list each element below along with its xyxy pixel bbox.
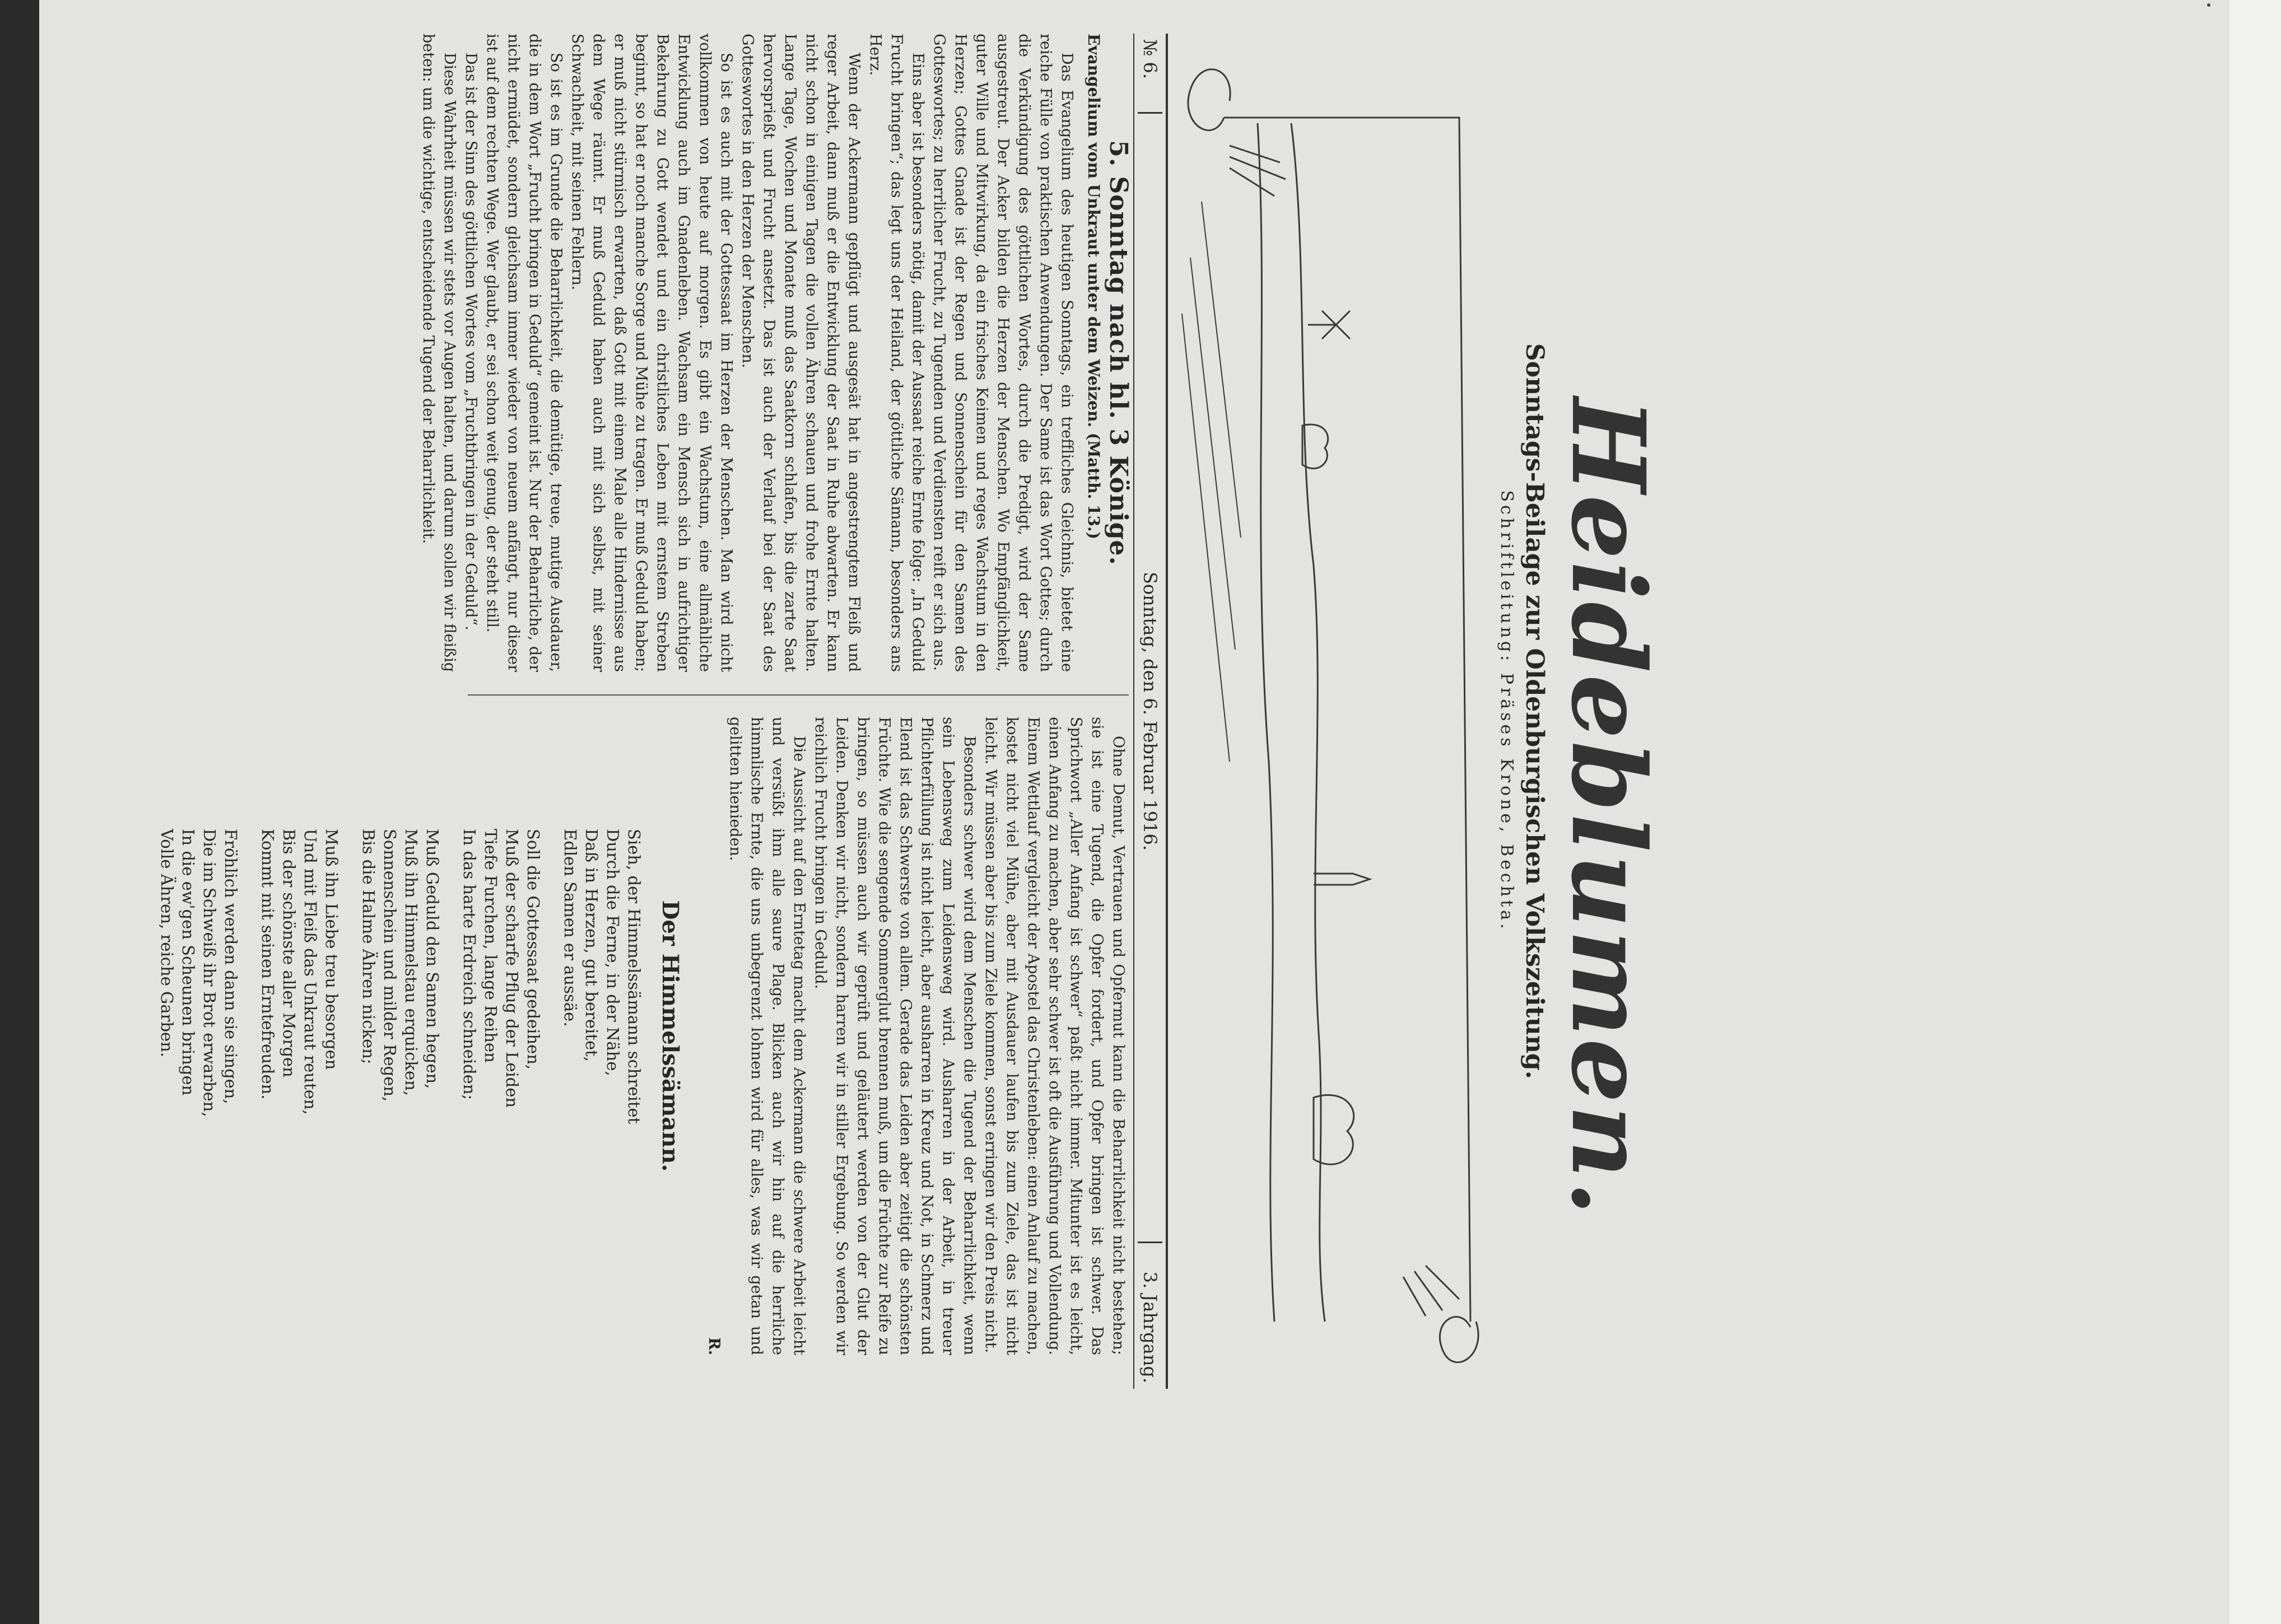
paragraph: Ohne Demut, Vertrauen und Opfermut kann die Beharrlichkeit nicht bestehen; sie ist eine Tugend, die Opfer fordert, und Opfer bringen ist schwer. Das Sprichwort „Aller Anfang ist schwer“ paßt nicht immer. Mitunter ist es leicht, einen Anfang zu machen, aber sehr schwer ist oft die Ausführung und Vollendung. Einem Wettlauf vergleicht der Apostel das Christenleben: einen Anlauf zu machen, kostet nicht viel Mühe, aber mit Ausdauer laufen bis zum Ziele, das ist nicht leicht. Wir müssen aber bis zum Ziele kommen, sonst erringen wir den Preis nicht. bbox=[982, 717, 1127, 1355]
article-body bbox=[143, 34, 1133, 1389]
church-spire bbox=[1314, 874, 1370, 885]
poem-line: In das harte Erdreich schneiden; bbox=[460, 829, 479, 1100]
paragraph: Wenn der Ackermann gepflügt und ausgesät hat in angestrengtem Fleiß und reger Arbeit, dann muß er die Entwicklung der Saat in Ruhe abwarten. Er kann nicht schon in einigen Tagen die vollen Ähren schauen und frohe Ernte halten. Lange Tage, Wochen und Monate muß das Saatkorn schlafen, bis die zarte Saat hervorsprießt und Frucht ansetzt. Das ist auch der Verlauf bei der Saat des Gotteswortes in den Herzen der Menschen. bbox=[739, 34, 863, 672]
poem-line: Daß in Herzen, gut bereitet, bbox=[582, 829, 601, 1062]
poem-line: Kommt mit seinen Erntefreuden. bbox=[258, 829, 277, 1100]
paragraph: Diese Wahrheit müssen wir stets vor Augen halten, und darum sollen wir fleißig beten: um die wichtige, entscheidende Tugend der Beharrlichkeit. bbox=[420, 34, 458, 672]
poem-line: Muß der scharfe Pflug der Leiden bbox=[502, 829, 522, 1108]
masthead bbox=[1493, 34, 1666, 1389]
poem-title: Der Himmelssämann. bbox=[657, 900, 683, 1172]
issue-number: № 6. bbox=[1139, 39, 1161, 79]
poem-line: Sieh, der Himmelssämann schreitet bbox=[625, 829, 644, 1124]
issue-info-bar bbox=[1133, 34, 1168, 1389]
sermon-title: 5. Sonntag nach hl. 3 Könige. bbox=[1104, 140, 1133, 566]
column-left bbox=[417, 34, 1133, 672]
paragraph: So ist es im Grunde die Beharrlichkeit, die demütige, treue, mutige Ausdauer, die in dem Wort „Frucht bringen in Geduld“ gemeint ist. Nur der Beharrliche, der nicht ermüdet, sondern gleichsam immer wieder von neuem anfängt, nur dieser ist auf dem rechten Wege. Wer glaubt, er sei schon weit genug, der steht still. bbox=[483, 34, 565, 672]
paragraph: Das Evangelium des heutigen Sonntags, ein treffliches Gleichnis, bietet eine reiche Fülle von praktischen Anwendungen. Der Same ist das Wort Gottes; durch die Verkündigung des göttlichen Wortes, durch die Predigt, wird der Same ausgestreut. Der Acker bilden die Herzen der Menschen. Wo Empfänglichkeit, guter Wille und Mitwirkung, da ein frisches Keimen und reges Wachstum in den Herzen; Gottes Gnade ist der Regen und Sonnenschein für den Samen des Gotteswortes; zu herrlicher Frucht, zu Tugenden und Verdiensten reift er sich aus. bbox=[930, 34, 1076, 672]
poem-line: Edlen Samen er aussäe. bbox=[561, 829, 580, 1027]
masthead-subtitle: Sonntags-Beilage zur Oldenburgischen Volkszeitung. bbox=[1520, 343, 1549, 1079]
poem-line: Volle Ähren, reiche Garben. bbox=[157, 829, 176, 1057]
poem-line: Fröhlich werden dann sie singen, bbox=[221, 829, 240, 1104]
field-line bbox=[1258, 123, 1274, 1322]
poem-line: Und mit Fleiß das Unkraut reuten, bbox=[301, 829, 320, 1115]
poem-line: Bis die Halme Ähren nicken; bbox=[359, 829, 378, 1065]
paragraph: Die Aussicht auf den Erntetag macht dem Ackermann die schwere Arbeit leicht und versüßt ihm alle saure Plage. Blicken auch wir hin auf die herrliche himmlische Ernte, die uns unbegrenzt lohnen wird für alles, was wir getan und gelitten hienieden. bbox=[727, 717, 808, 1355]
tree-cluster bbox=[1314, 1095, 1354, 1164]
paragraph: So ist es auch mit der Gottessaat im Herzen der Menschen. Man wird nicht vollkommen von heute auf morgen. Es gibt ein Wachstum, eine allmähliche Entwicklung auch im Gnadenleben. Wachsam ein Mensch sich in aufrichtiger Bekehrung zu Gott wendet und ein christliches Leben mit ernstem Streben beginnt, so hat er noch manche Sorge und Mühe zu tragen. Er muß Geduld haben; er muß nicht stürmisch erwarten, daß Gott mit einem Male alle Hindernisse aus dem Wege räumt. Er muß Geduld haben auch mit sich selbst, mit seiner Schwachheit, mit seinen Fehlern. bbox=[569, 34, 735, 672]
poem-line: Muß ihn Himmelstau erquicken, bbox=[402, 829, 421, 1096]
column-divider bbox=[468, 694, 1129, 696]
poem-stanza bbox=[459, 829, 544, 1355]
heath-landscape-illustration bbox=[1179, 34, 1493, 1389]
scroll-curl-right bbox=[1440, 1317, 1478, 1362]
scroll-curl-left bbox=[1188, 69, 1230, 130]
masthead-title: Heideblumen. bbox=[1549, 398, 1667, 1218]
heather-sprig-right bbox=[1403, 1266, 1459, 1316]
poem-line: Tiefe Furchen, lange Reihen bbox=[481, 829, 500, 1063]
poem-line: In die ew'gen Scheunen bringen bbox=[179, 829, 198, 1096]
bar-divider bbox=[1138, 1242, 1162, 1243]
poem-line: Soll die Gottessaat gedeihen, bbox=[524, 829, 543, 1070]
poem-stanza bbox=[560, 829, 645, 1355]
heather-sprig-left bbox=[1230, 146, 1286, 196]
poem-line: Die im Schweiß ihr Brot erwarben, bbox=[200, 829, 219, 1117]
poem-line: Durch die Ferne, in der Nähe, bbox=[603, 829, 622, 1076]
poem-line: Sonnenschein und milder Regen, bbox=[380, 829, 399, 1102]
paragraph: Eins aber ist besonders nötig, damit der Aussaat reiche Ernte folge: „In Geduld Frucht bringen“; das legt uns der Heiland, der göttliche Sämann, besonders ans Herz. bbox=[867, 34, 927, 672]
poem-stanza bbox=[257, 829, 342, 1355]
pin-hole bbox=[2207, 3, 2210, 7]
poem-line: Muß Geduld den Samen hegen, bbox=[423, 829, 442, 1089]
poem-line: Muß ihn Liebe treu besorgen bbox=[322, 829, 341, 1070]
column-right bbox=[141, 717, 1129, 1355]
furrows bbox=[1182, 202, 1241, 762]
scan-edge bbox=[2229, 0, 2281, 1624]
sermon-reference: Evangelium vom Unkraut unter dem Weizen. (Matth. 13.) bbox=[1084, 34, 1103, 539]
paragraph: Das ist der Sinn des göttlichen Wortes vom „Fruchtbringen in der Geduld“. bbox=[462, 53, 480, 631]
issue-date: Sonntag, den 6. Februar 1916. bbox=[1139, 571, 1161, 851]
author-signature: R. bbox=[705, 1337, 723, 1355]
poem-stanza bbox=[156, 829, 241, 1355]
poem-line: Bis der schönste aller Morgen bbox=[280, 829, 299, 1077]
paragraph: Besonders schwer wird dem Menschen die Tugend der Beharrlichkeit, wenn sein Lebensweg zum Leidensweg wird. Ausharren in der Arbeit, in treuer Pflichterfüllung ist nicht leicht, aber ausharren in Kreuz und Not, in Schmerz und Elend ist das Schwerste von allem. Gerade das Leiden aber zeitigt die schönsten Früchte. Wie die sengende Sommerglut brennen muß, um die Früchte zur Reife zu bringen, so müssen auch wir geprüft und geläutert werden von der Glut der Leiden. Denken wir nicht, sondern harren wir in stiller Ergebung. So werden wir reichlich Frucht bringen in Geduld. bbox=[812, 717, 978, 1355]
issue-year: 3. Jahrgang. bbox=[1139, 1271, 1161, 1383]
poem-stanza bbox=[358, 829, 443, 1355]
rotated-page-content bbox=[143, 34, 1666, 1389]
horizon-line bbox=[1291, 123, 1325, 1322]
masthead-editor: Schriftleitung: Präses Krone, Bechta. bbox=[1497, 490, 1516, 932]
